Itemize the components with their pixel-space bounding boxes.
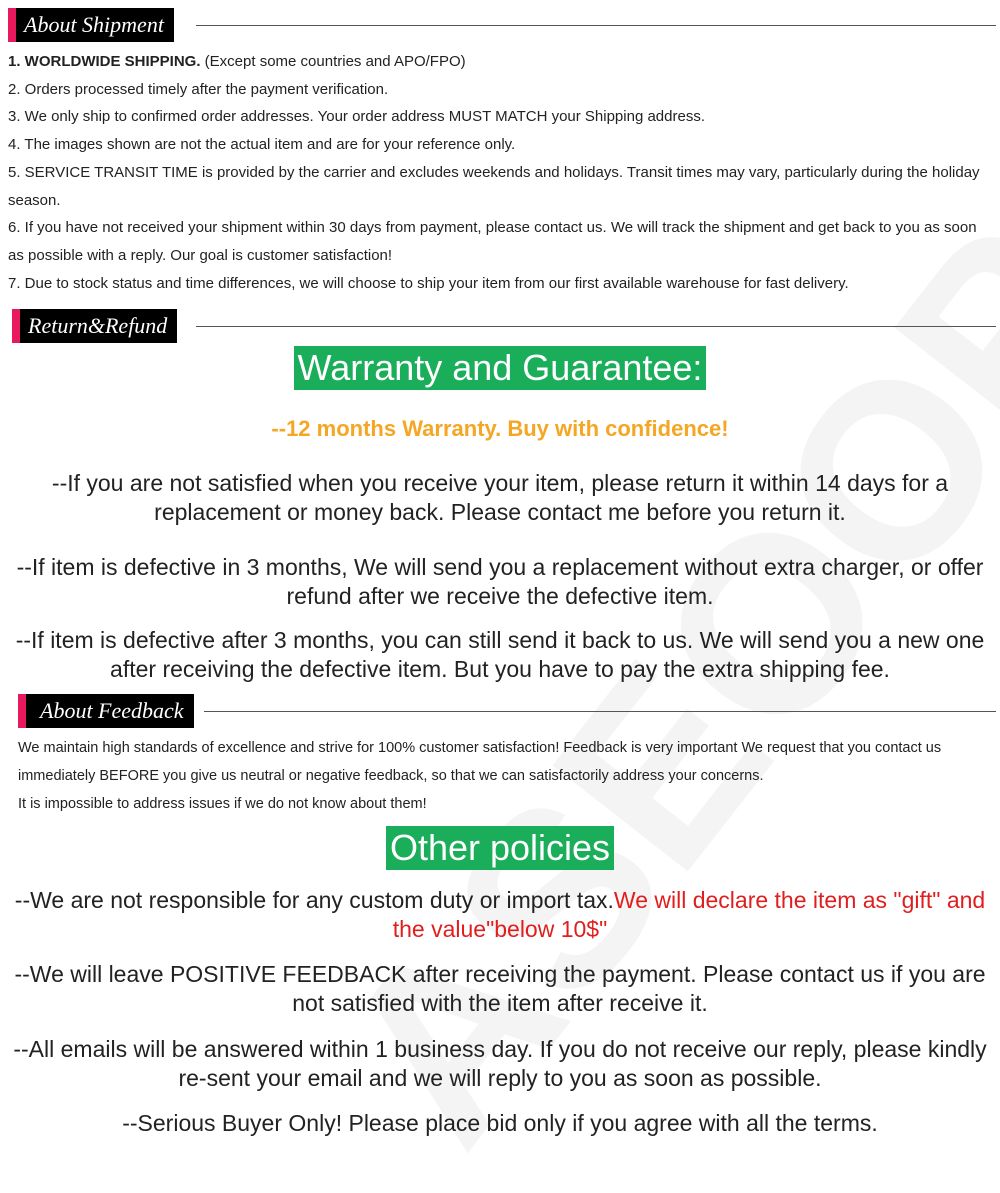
warranty-subheading: --12 months Warranty. Buy with confidence! [271,416,729,441]
section-title-return: Return&Refund [20,309,177,343]
policies-para-2: --We will leave POSITIVE FEEDBACK after receiving the payment. Please contact us if you are not satisfied with the item after receive it. [14,961,986,1016]
warranty-heading-banner [0,346,1000,390]
shipment-item-1-bold: 1. WORLDWIDE SHIPPING. [8,53,201,70]
policies-heading: Other policies [386,826,614,870]
shipment-item-7: 7. Due to stock status and time differences, we will choose to ship your item from our first available warehouse for fast delivery. [8,274,849,292]
policies-para-1-red: We will declare the item as "gift" and the value"below 10$" [392,887,986,942]
warranty-para-1: --If you are not satisfied when you receive your item, please return it within 14 days for a replacement or money back. Please contact me before you return it. [51,470,949,525]
warranty-para-2: --If item is defective in 3 months, We will send you a replacement without extra charger, or offer refund after we receive the defective item. [16,554,984,609]
feedback-line-2: It is impossible to address issues if we do not know about them! [18,796,427,812]
shipment-item-2: 2. Orders processed timely after the payment verification. [8,80,389,98]
shipment-item-5: 5. SERVICE TRANSIT TIME is provided by the carrier and excludes weekends and holidays. Transit times may vary, particularly during the holiday season. [8,163,980,209]
shipment-item-1 [8,48,993,76]
policies-para-3: --All emails will be answered within 1 business day. If you do not receive our reply, please kindly re-sent your email and we will reply to you as soon as possible. [13,1036,987,1091]
section-header-return [0,309,1000,343]
policies-para-4: --Serious Buyer Only! Please place bid only if you agree with all the terms. [122,1110,878,1136]
header-accent-bar [18,694,26,728]
policies-para-1-black: --We are not responsible for any custom duty or import tax. [14,887,614,913]
warranty-heading: Warranty and Guarantee: [294,346,707,390]
section-header-shipment [0,8,1000,42]
section-header-feedback [0,694,1000,728]
feedback-text [18,734,988,818]
header-accent-bar [12,309,20,343]
shipment-item-3: 3. We only ship to confirmed order addresses. Your order address MUST MATCH your Shipping address. [8,108,705,126]
shipment-item-1-rest: (Except some countries and APO/FPO) [200,53,466,70]
shipment-item-6: 6. If you have not received your shipment within 30 days from payment, please contact us. We will track the shipment and get back to you as soon as possible with a reply. Our goal is customer satisfaction! [8,219,977,264]
section-title-shipment: About Shipment [16,8,174,42]
header-divider-line [196,326,996,327]
header-accent-bar [8,8,16,42]
section-title-feedback: About Feedback [26,694,194,728]
policies-para-1 [6,886,994,944]
feedback-line-1: We maintain high standards of excellence and strive for 100% customer satisfaction! Feedback is very important We request that you contact us immediately BEFORE you give us neutral or negative feedback, so that we can satisfactorily address your concerns. [18,740,942,784]
warranty-para-3: --If item is defective after 3 months, you can still send it back to us. We will send you a new one after receiving the defective item. But you have to pay the extra shipping fee. [15,627,985,682]
shipment-item-4: 4. The images shown are not the actual item and are for your reference only. [8,136,516,154]
shipment-list [8,48,993,297]
header-divider-line [196,25,996,26]
header-divider-line [204,711,996,712]
policies-heading-banner [0,826,1000,870]
